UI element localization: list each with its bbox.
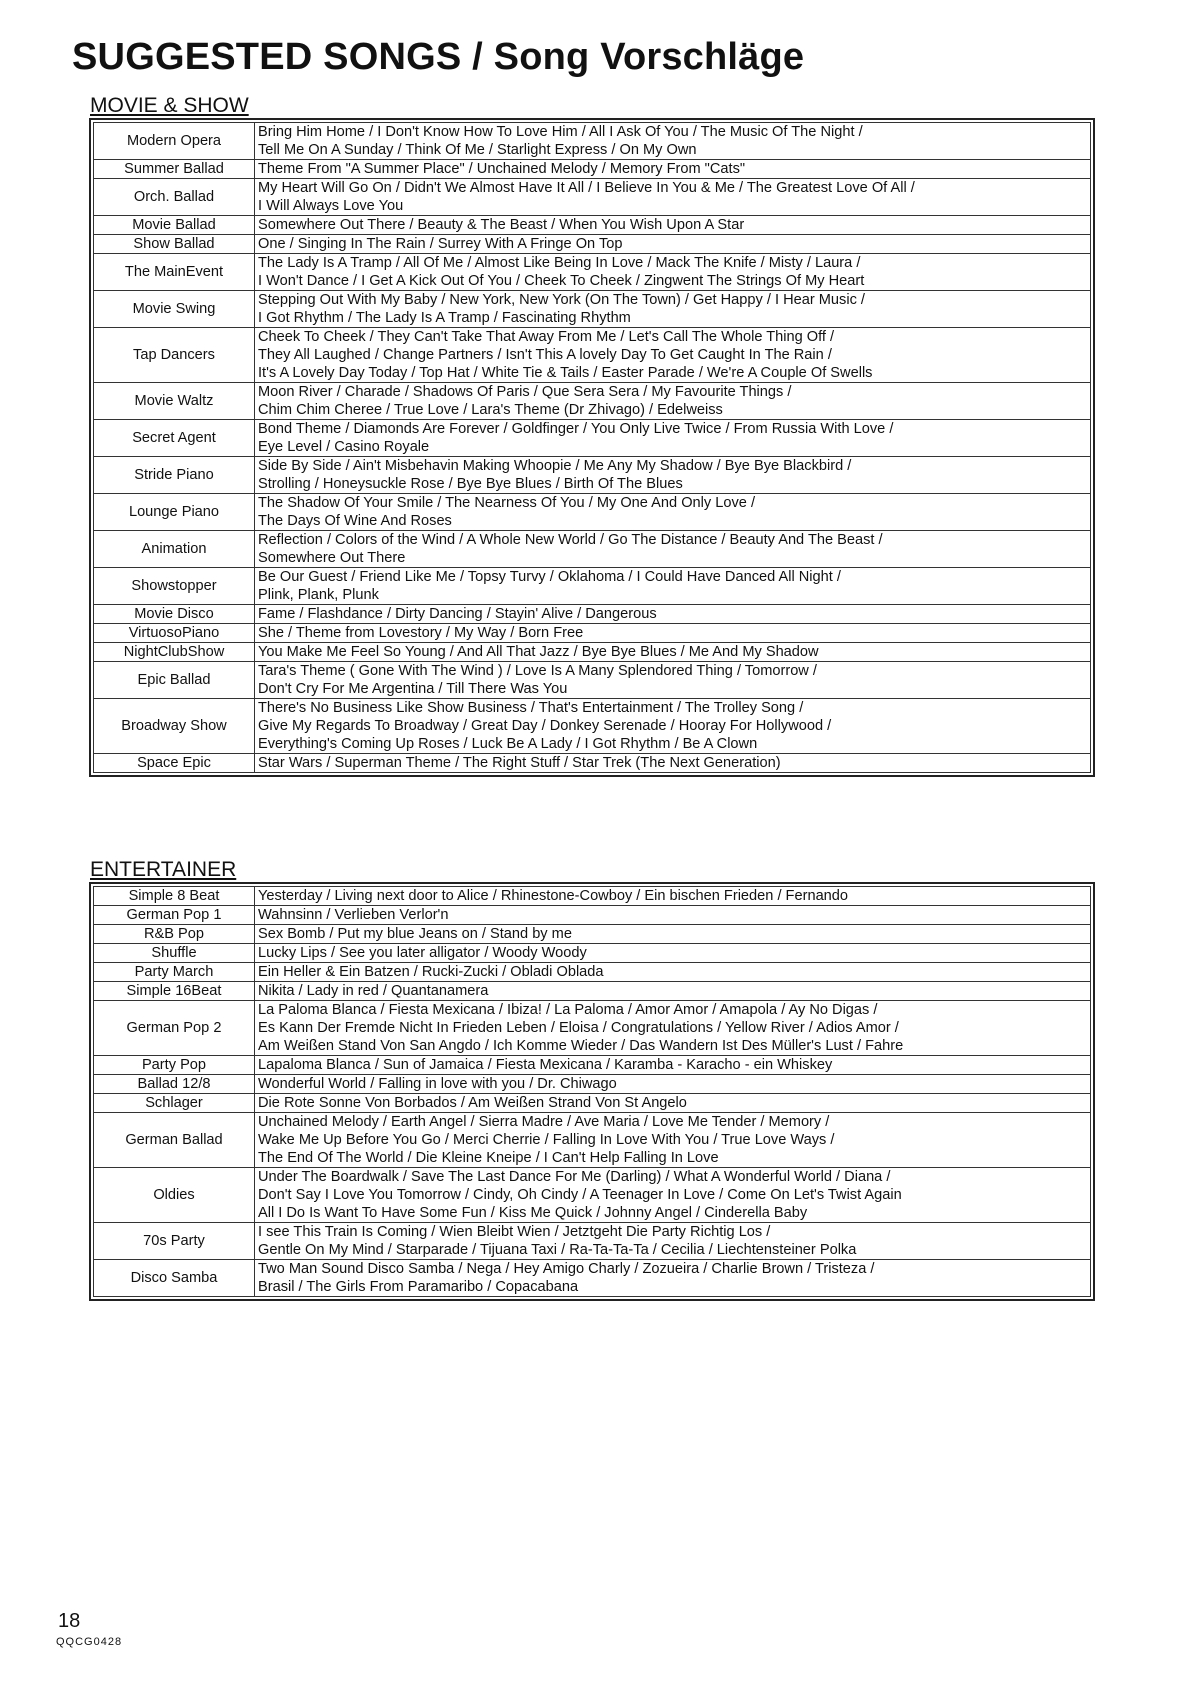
song-line: Bring Him Home / I Don't Know How To Love Him / All I Ask Of You / The Music Of The Night / (258, 124, 863, 140)
song-line: Strolling / Honeysuckle Rose / Bye Bye Blues / Birth Of The Blues (258, 476, 683, 492)
style-name-cell: Showstopper (94, 568, 255, 605)
song-list-cell (255, 624, 1091, 643)
song-list-cell (255, 291, 1091, 328)
style-name-cell: Animation (94, 531, 255, 568)
song-line: Reflection / Colors of the Wind / A Whole New World / Go The Distance / Beauty And The Beast / (258, 532, 883, 548)
style-name-cell: Movie Ballad (94, 216, 255, 235)
song-line: Wahnsinn / Verlieben Verlor'n (258, 907, 449, 923)
table-row (94, 662, 1091, 699)
song-list-cell (255, 1223, 1091, 1260)
movie-show-table (89, 118, 1095, 777)
song-line: Somewhere Out There / Beauty & The Beast / When You Wish Upon A Star (258, 217, 745, 233)
style-name-cell: German Pop 1 (94, 906, 255, 925)
song-list-cell (255, 963, 1091, 982)
table-row (94, 925, 1091, 944)
song-line: Somewhere Out There (258, 550, 406, 566)
style-name-cell: Show Ballad (94, 235, 255, 254)
song-list-cell (255, 216, 1091, 235)
table-row (94, 531, 1091, 568)
style-name-cell: NightClubShow (94, 643, 255, 662)
song-list-cell (255, 699, 1091, 754)
page-title: SUGGESTED SONGS / Song Vorschläge (72, 36, 805, 78)
song-line: Fame / Flashdance / Dirty Dancing / Stayin' Alive / Dangerous (258, 606, 657, 622)
song-line: Side By Side / Ain't Misbehavin Making Whoopie / Me Any My Shadow / Bye Bye Blackbird / (258, 458, 852, 474)
song-line: Wake Me Up Before You Go / Merci Cherrie / Falling In Love With You / True Love Ways / (258, 1132, 835, 1148)
style-name-cell: Movie Swing (94, 291, 255, 328)
style-name-cell: Summer Ballad (94, 160, 255, 179)
song-line: My Heart Will Go On / Didn't We Almost Have It All / I Believe In You & Me / The Greatest Love Of All / (258, 180, 915, 196)
table-row (94, 254, 1091, 291)
table-row (94, 1001, 1091, 1056)
song-line: Plink, Plank, Plunk (258, 587, 379, 603)
style-name-cell: Stride Piano (94, 457, 255, 494)
song-line: Eye Level / Casino Royale (258, 439, 430, 455)
table-row (94, 291, 1091, 328)
table-row (94, 906, 1091, 925)
song-line: You Make Me Feel So Young / And All That Jazz / Bye Bye Blues / Me And My Shadow (258, 644, 819, 660)
song-line: She / Theme from Lovestory / My Way / Born Free (258, 625, 584, 641)
song-list-cell (255, 123, 1091, 160)
song-line: Tell Me On A Sunday / Think Of Me / Starlight Express / On My Own (258, 142, 697, 158)
table-row (94, 1094, 1091, 1113)
song-list-cell (255, 925, 1091, 944)
style-name-cell: German Pop 2 (94, 1001, 255, 1056)
song-list-cell (255, 662, 1091, 699)
style-name-cell: Space Epic (94, 754, 255, 773)
song-line: They All Laughed / Change Partners / Isn't This A lovely Day To Get Caught In The Rain / (258, 347, 832, 363)
style-name-cell: Broadway Show (94, 699, 255, 754)
song-line: Moon River / Charade / Shadows Of Paris / Que Sera Sera / My Favourite Things / (258, 384, 792, 400)
table-row (94, 1168, 1091, 1223)
song-list-cell (255, 383, 1091, 420)
table-row (94, 699, 1091, 754)
song-line: Brasil / The Girls From Paramaribo / Copacabana (258, 1279, 579, 1295)
style-name-cell: Tap Dancers (94, 328, 255, 383)
table-row (94, 944, 1091, 963)
song-list-cell (255, 1168, 1091, 1223)
song-list-cell (255, 179, 1091, 216)
song-list-cell (255, 1056, 1091, 1075)
table-row (94, 982, 1091, 1001)
song-list-cell (255, 235, 1091, 254)
table-row (94, 123, 1091, 160)
table-row (94, 887, 1091, 906)
song-line: Give My Regards To Broadway / Great Day / Donkey Serenade / Hooray For Hollywood / (258, 718, 832, 734)
style-name-cell: Ballad 12/8 (94, 1075, 255, 1094)
song-line: The Shadow Of Your Smile / The Nearness Of You / My One And Only Love / (258, 495, 756, 511)
song-list-cell (255, 1113, 1091, 1168)
song-list-cell (255, 605, 1091, 624)
table-row (94, 1056, 1091, 1075)
song-line: Unchained Melody / Earth Angel / Sierra Madre / Ave Maria / Love Me Tender / Memory / (258, 1114, 830, 1130)
table-row (94, 420, 1091, 457)
style-name-cell: Simple 16Beat (94, 982, 255, 1001)
song-list-cell (255, 494, 1091, 531)
song-list-cell (255, 754, 1091, 773)
table-row (94, 754, 1091, 773)
table-row (94, 457, 1091, 494)
style-name-cell: Lounge Piano (94, 494, 255, 531)
style-name-cell: Orch. Ballad (94, 179, 255, 216)
song-line: La Paloma Blanca / Fiesta Mexicana / Ibiza! / La Paloma / Amor Amor / Amapola / Ay No Digas / (258, 1002, 878, 1018)
song-line: The Days Of Wine And Roses (258, 513, 452, 529)
style-name-cell: Epic Ballad (94, 662, 255, 699)
table-row (94, 235, 1091, 254)
style-name-cell: Party March (94, 963, 255, 982)
song-line: Chim Chim Cheree / True Love / Lara's Theme (Dr Zhivago) / Edelweiss (258, 402, 723, 418)
section-heading-movie-show: MOVIE & SHOW (90, 94, 249, 117)
song-list-cell (255, 1094, 1091, 1113)
song-line: Theme From "A Summer Place" / Unchained Melody / Memory From "Cats" (258, 161, 746, 177)
song-list-cell (255, 420, 1091, 457)
song-line: Everything's Coming Up Roses / Luck Be A Lady / I Got Rhythm / Be A Clown (258, 736, 758, 752)
song-line: Under The Boardwalk / Save The Last Dance For Me (Darling) / What A Wonderful World / Diana / (258, 1169, 891, 1185)
song-list-cell (255, 531, 1091, 568)
table-row (94, 1260, 1091, 1297)
style-name-cell: Disco Samba (94, 1260, 255, 1297)
song-list-cell (255, 254, 1091, 291)
table-row (94, 1223, 1091, 1260)
table-row (94, 216, 1091, 235)
style-name-cell: Movie Disco (94, 605, 255, 624)
song-line: Wonderful World / Falling in love with you / Dr. Chiwago (258, 1076, 617, 1092)
song-list-cell (255, 982, 1091, 1001)
song-line: Gentle On My Mind / Starparade / Tijuana Taxi / Ra-Ta-Ta-Ta / Cecilia / Liechtensteiner Polka (258, 1242, 857, 1258)
table-row (94, 624, 1091, 643)
song-line: Stepping Out With My Baby / New York, New York (On The Town) / Get Happy / I Hear Music / (258, 292, 865, 308)
song-line: The End Of The World / Die Kleine Kneipe / I Can't Help Falling In Love (258, 1150, 719, 1166)
song-line: Nikita / Lady in red / Quantanamera (258, 983, 489, 999)
song-line: Don't Say I Love You Tomorrow / Cindy, Oh Cindy / A Teenager In Love / Come On Let's Twist Again (258, 1187, 902, 1203)
table-row (94, 1113, 1091, 1168)
table-row (94, 494, 1091, 531)
song-list-cell (255, 906, 1091, 925)
song-line: One / Singing In The Rain / Surrey With A Fringe On Top (258, 236, 623, 252)
style-name-cell: Simple 8 Beat (94, 887, 255, 906)
song-line: Ein Heller & Ein Batzen / Rucki-Zucki / Obladi Oblada (258, 964, 604, 980)
entertainer-table (89, 882, 1095, 1301)
page-number: 18 (58, 1610, 81, 1632)
document-code: QQCG0428 (56, 1636, 123, 1648)
table-row (94, 568, 1091, 605)
song-line: I Won't Dance / I Get A Kick Out Of You / Cheek To Cheek / Zingwent The Strings Of My Heart (258, 273, 865, 289)
style-name-cell: The MainEvent (94, 254, 255, 291)
style-name-cell: Party Pop (94, 1056, 255, 1075)
style-name-cell: R&B Pop (94, 925, 255, 944)
song-list-cell (255, 328, 1091, 383)
song-line: I Got Rhythm / The Lady Is A Tramp / Fascinating Rhythm (258, 310, 631, 326)
style-name-cell: German Ballad (94, 1113, 255, 1168)
song-line: Es Kann Der Fremde Nicht In Frieden Leben / Eloisa / Congratulations / Yellow River / Adios Amor / (258, 1020, 899, 1036)
song-line: It's A Lovely Day Today / Top Hat / White Tie & Tails / Easter Parade / We're A Couple Of Swells (258, 365, 873, 381)
song-list-cell (255, 457, 1091, 494)
style-name-cell: Shuffle (94, 944, 255, 963)
table-row (94, 1075, 1091, 1094)
style-name-cell: Schlager (94, 1094, 255, 1113)
table-row (94, 383, 1091, 420)
song-list-cell (255, 887, 1091, 906)
song-list-cell (255, 1075, 1091, 1094)
section-heading-entertainer: ENTERTAINER (90, 858, 237, 881)
song-line: Two Man Sound Disco Samba / Nega / Hey Amigo Charly / Zozueira / Charlie Brown / Tristeza / (258, 1261, 875, 1277)
style-name-cell: 70s Party (94, 1223, 255, 1260)
table-row (94, 963, 1091, 982)
song-line: Be Our Guest / Friend Like Me / Topsy Turvy / Oklahoma / I Could Have Danced All Night / (258, 569, 841, 585)
song-list-cell (255, 160, 1091, 179)
style-name-cell: Movie Waltz (94, 383, 255, 420)
song-list-cell (255, 1260, 1091, 1297)
style-name-cell: Secret Agent (94, 420, 255, 457)
table-row (94, 643, 1091, 662)
table-row (94, 179, 1091, 216)
song-line: Am Weißen Stand Von San Angdo / Ich Komme Wieder / Das Wandern Ist Des Müller's Lust / Fahre (258, 1038, 904, 1054)
table-row (94, 160, 1091, 179)
style-name-cell: Oldies (94, 1168, 255, 1223)
song-list-cell (255, 568, 1091, 605)
song-line: Don't Cry For Me Argentina / Till There Was You (258, 681, 568, 697)
song-line: Tara's Theme ( Gone With The Wind ) / Love Is A Many Splendored Thing / Tomorrow / (258, 663, 817, 679)
song-line: Cheek To Cheek / They Can't Take That Away From Me / Let's Call The Whole Thing Off / (258, 329, 835, 345)
song-line: Lapaloma Blanca / Sun of Jamaica / Fiesta Mexicana / Karamba - Karacho - ein Whiskey (258, 1057, 833, 1073)
song-line: Yesterday / Living next door to Alice / Rhinestone-Cowboy / Ein bischen Frieden / Fernando (258, 888, 849, 904)
song-line: I see This Train Is Coming / Wien Bleibt Wien / Jetztgeht Die Party Richtig Los / (258, 1224, 771, 1240)
song-list-cell (255, 643, 1091, 662)
table-row (94, 605, 1091, 624)
song-line: I Will Always Love You (258, 198, 404, 214)
song-line: The Lady Is A Tramp / All Of Me / Almost Like Being In Love / Mack The Knife / Misty / Laura / (258, 255, 861, 271)
entertainer-table-body (94, 887, 1091, 1297)
song-list-cell (255, 944, 1091, 963)
song-line: Star Wars / Superman Theme / The Right Stuff / Star Trek (The Next Generation) (258, 755, 781, 771)
song-line: Die Rote Sonne Von Borbados / Am Weißen Strand Von St Angelo (258, 1095, 687, 1111)
style-name-cell: VirtuosoPiano (94, 624, 255, 643)
song-list-cell (255, 1001, 1091, 1056)
song-line: Bond Theme / Diamonds Are Forever / Goldfinger / You Only Live Twice / From Russia With Love / (258, 421, 894, 437)
song-line: All I Do Is Want To Have Some Fun / Kiss Me Quick / Johnny Angel / Cinderella Baby (258, 1205, 808, 1221)
song-line: Lucky Lips / See you later alligator / Woody Woody (258, 945, 587, 961)
song-line: Sex Bomb / Put my blue Jeans on / Stand by me (258, 926, 572, 942)
style-name-cell: Modern Opera (94, 123, 255, 160)
song-line: There's No Business Like Show Business / That's Entertainment / The Trolley Song / (258, 700, 804, 716)
table-row (94, 328, 1091, 383)
movie-show-table-body (94, 123, 1091, 773)
